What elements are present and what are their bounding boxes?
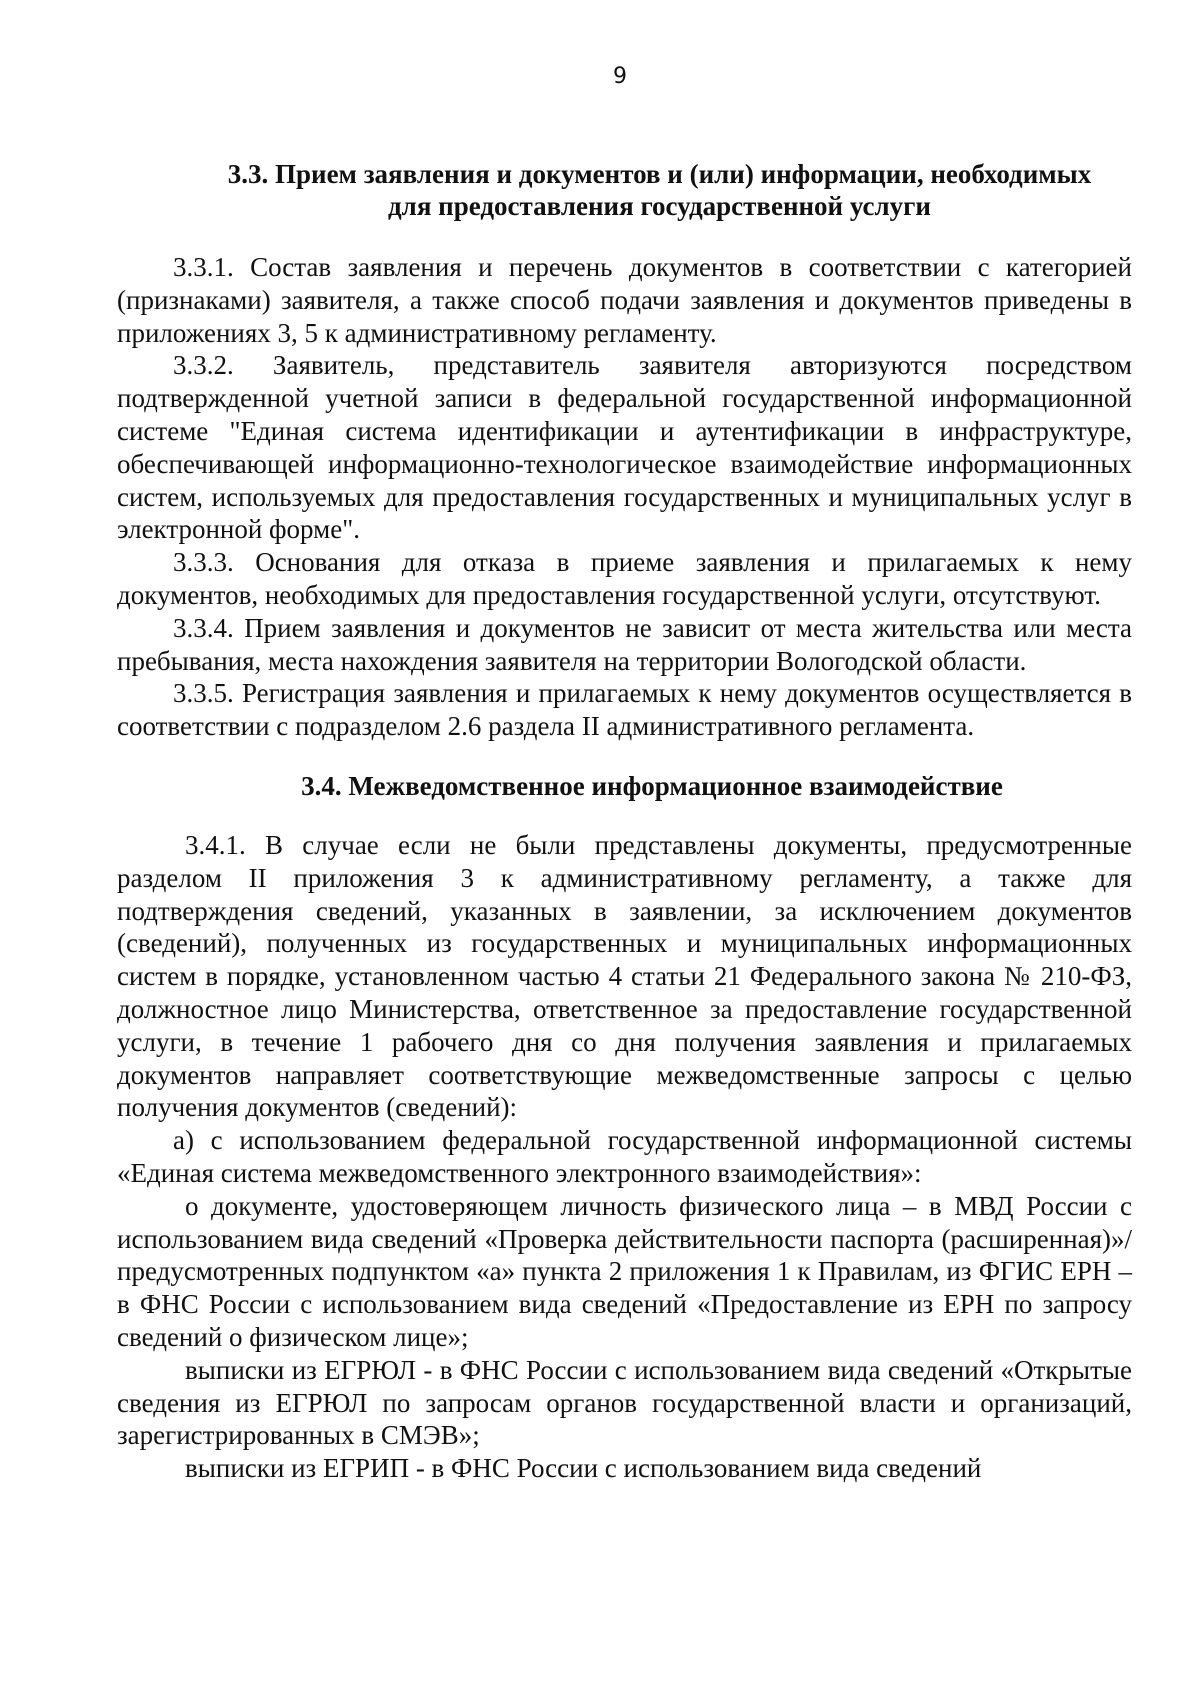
section-3-3-heading	[117, 158, 1132, 222]
paragraph-passport: о документе, удостоверяющем личность физического лица – в МВД России с использованием вида сведений «Проверка действительности паспорта (расширенная)»/предусмотренных подпунктом «а» пункта 2 приложения 1 к Правилам, из ФГИС ЕРН – в ФНС России с использованием вида сведений «Предоставление из ЕРН по запросу сведений о физическом лице»;	[117, 1190, 1132, 1352]
paragraph-3-3-2: 3.3.2. Заявитель, представитель заявителя авторизуются посредством подтвержденной учетной записи в федеральной государственной информационной системе "Единая система идентификации и аутентификации в инфраструктуре, обеспечивающей информационно-технологическое взаимодействие информационных систем, используемых для предоставления государственных и муниципальных услуг в электронной форме".	[117, 350, 1132, 545]
paragraph-3-3-4: 3.3.4. Прием заявления и документов не зависит от места жительства или места пребывания, места нахождения заявителя на территории Вологодской области.	[117, 612, 1132, 676]
section-3-4-heading: 3.4. Межведомственное информационное взаимодействие	[301, 770, 1003, 801]
paragraph-egrul: выписки из ЕГРЮЛ - в ФНС России с использованием вида сведений «Открытые сведения из ЕГРЮЛ по запросам органов государственной власти и организаций, зарегистрированных в СМЭВ»;	[117, 1354, 1132, 1451]
paragraph-3-4-1-a: а) с использованием федеральной государственной информационной системы «Единая система межведомственного электронного взаимодействия»:	[117, 1125, 1132, 1188]
page-number: 9	[613, 64, 627, 89]
paragraph-3-3-5: 3.3.5. Регистрация заявления и прилагаемых к нему документов осуществляется в соответствии с подразделом 2.6 раздела II административного регламента.	[117, 678, 1132, 742]
paragraph-egrip: выписки из ЕГРИП - в ФНС России с использованием вида сведений	[185, 1453, 982, 1484]
paragraph-3-3-1: 3.3.1. Состав заявления и перечень документов в соответствии с категорией (признаками) заявителя, а также способ подачи заявления и документов приведены в приложениях 3, 5 к административному регламенту.	[117, 252, 1132, 348]
paragraph-3-4-1: 3.4.1. В случае если не были представлены документы, предусмотренные разделом II приложения 3 к административному регламенту, а также для подтверждения сведений, указанных в заявлении, за исключением документов (сведений), полученных из государственных и муниципальных информационных систем в порядке, установленном частью 4 статьи 21 Федерального закона № 210-ФЗ, должностное лицо Министерства, ответственное за предоставление государственной услуги, в течение 1 рабочего дня со дня получения заявления и прилагаемых документов направляет соответствующие межведомственные запросы с целью получения документов (сведений):	[117, 829, 1132, 1123]
section-3-3-heading-line2: для предоставления государственной услуги	[388, 191, 931, 221]
page-content	[117, 158, 1132, 1485]
paragraph-3-3-3: 3.3.3. Основания для отказа в приеме заявления и прилагаемых к нему документов, необходимых для предоставления государственной услуги, отсутствуют.	[117, 547, 1132, 610]
section-3-3-heading-line1: 3.3. Прием заявления и документов и (или) информации, необходимых	[227, 159, 1092, 189]
